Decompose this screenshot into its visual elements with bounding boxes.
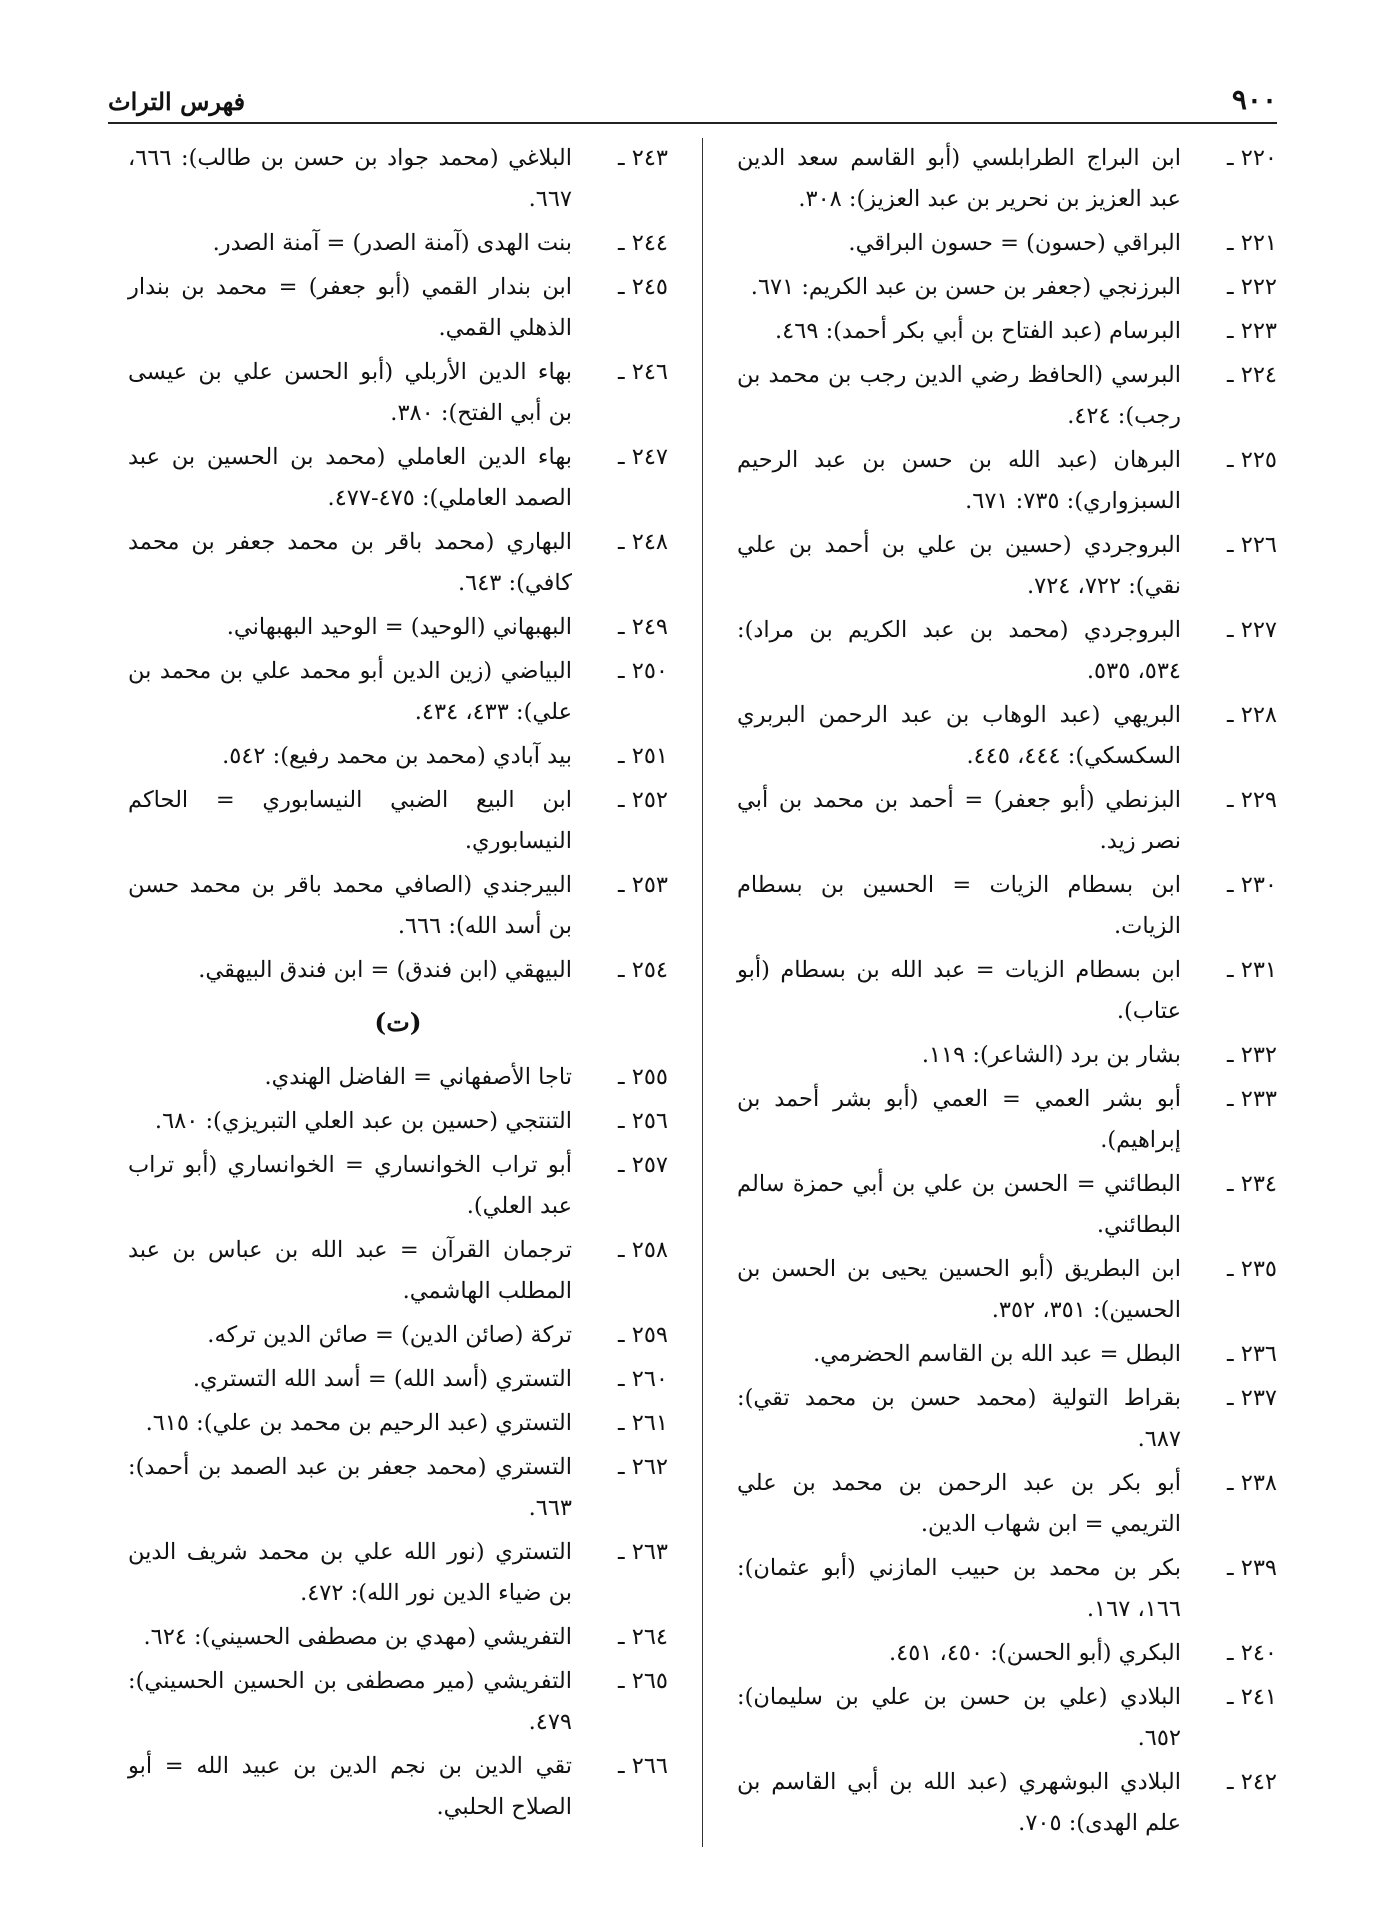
index-entry — [128, 267, 668, 349]
entry-text: ابن بندار القمي (أبو جعفر) = محمد بن بندار الذهلي القمي. — [128, 274, 572, 341]
entry-number: ٢٥٥ ـ — [617, 1064, 668, 1090]
entry-text: البيرجندي (الصافي محمد باقر بن محمد حسن بن أسد الله): ٦٦٦. — [128, 872, 572, 939]
page-header — [108, 74, 1277, 116]
entry-text: ابن البيع الضبي النيسابوري = الحاكم النيسابوري. — [128, 787, 572, 854]
index-entry — [737, 1378, 1277, 1460]
entry-number: ٢٣٢ ـ — [1226, 1042, 1277, 1068]
entry-text: بشار بن برد (الشاعر): ١١٩. — [921, 1042, 1181, 1068]
entry-text: البلادي (علي بن حسن بن علي بن سليمان): ٦٥٢. — [737, 1684, 1181, 1751]
entry-number: ٢٤٢ ـ — [1226, 1769, 1277, 1795]
entry-number: ٢٢٩ ـ — [1226, 787, 1277, 813]
index-entry — [128, 1447, 668, 1529]
entry-number: ٢٣٠ ـ — [1226, 872, 1277, 898]
page-number: ٩٠٠ — [1231, 83, 1277, 116]
index-entry — [737, 1762, 1277, 1844]
entry-number: ٢٥٧ ـ — [617, 1152, 668, 1178]
left-entries-ba — [128, 138, 668, 991]
entry-text: البهبهاني (الوحيد) = الوحيد البهبهاني. — [226, 614, 572, 640]
index-entry — [128, 1359, 668, 1400]
index-entry — [128, 1315, 668, 1356]
index-entry — [737, 525, 1277, 607]
entry-text: بقراط التولية (محمد حسن بن محمد تقي): ٦٨٧. — [737, 1385, 1181, 1452]
entry-text: بهاء الدين الأربلي (أبو الحسن علي بن عيسى بن أبي الفتح): ٣٨٠. — [128, 359, 572, 426]
entry-text: البيهقي (ابن فندق) = ابن فندق البيهقي. — [198, 957, 572, 983]
entry-text: ابن البراج الطرابلسي (أبو القاسم سعد الدين عبد العزيز بن نحرير بن عبد العزيز): ٣٠٨. — [737, 145, 1181, 212]
entry-number: ٢٣٣ ـ — [1226, 1086, 1277, 1112]
entry-text: التفريشي (مير مصطفى بن الحسين الحسيني): ٤٧٩. — [128, 1668, 572, 1735]
entry-number: ٢٢٠ ـ — [1226, 145, 1277, 171]
entry-number: ٢٦٢ ـ — [617, 1454, 668, 1480]
entry-text: البلادي البوشهري (عبد الله بن أبي القاسم بن علم الهدى): ٧٠٥. — [737, 1769, 1181, 1836]
running-title: فهرس التراث — [108, 87, 246, 116]
entry-text: ترجمان القرآن = عبد الله بن عباس بن عبد المطلب الهاشمي. — [128, 1237, 572, 1304]
index-entry — [737, 1164, 1277, 1246]
entry-text: التستري (عبد الرحيم بن محمد بن علي): ٦١٥. — [145, 1410, 572, 1436]
entry-number: ٢٤١ ـ — [1226, 1684, 1277, 1710]
entry-text: البريهي (عبد الوهاب بن عبد الرحمن البربري السكسكي): ٤٤٤، ٤٤٥. — [737, 702, 1181, 769]
entry-number: ٢٦٣ ـ — [617, 1539, 668, 1565]
index-entry — [128, 651, 668, 733]
index-entry — [737, 780, 1277, 862]
entry-number: ٢٥٦ ـ — [617, 1108, 668, 1134]
index-entry — [128, 780, 668, 862]
entry-text: البرسام (عبد الفتاح بن أبي بكر أحمد): ٤٦٩. — [775, 318, 1181, 344]
index-entry — [128, 1057, 668, 1098]
entry-text: البطل = عبد الله بن القاسم الحضرمي. — [813, 1341, 1181, 1367]
index-entry — [128, 1230, 668, 1312]
entry-text: التستري (نور الله علي بن محمد شريف الدين بن ضياء الدين نور الله): ٤٧٢. — [128, 1539, 572, 1606]
index-entry — [737, 950, 1277, 1032]
entry-text: التنتجي (حسين بن عبد العلي التبريزي): ٦٨٠. — [154, 1108, 572, 1134]
entry-text: البلاغي (محمد جواد بن حسن بن طالب): ٦٦٦، ٦٦٧. — [128, 145, 572, 212]
entry-number: ٢٦٦ ـ — [617, 1753, 668, 1779]
entry-text: التستري (أسد الله) = أسد الله التستري. — [192, 1366, 572, 1392]
section-heading-ta: (ت) — [374, 1008, 422, 1037]
entry-text: بهاء الدين العاملي (محمد بن الحسين بن عبد الصمد العاملي): ٤٧٥-٤٧٧. — [128, 444, 572, 511]
entry-number: ٢٣٤ ـ — [1226, 1171, 1277, 1197]
entry-number: ٢٢٤ ـ — [1226, 362, 1277, 388]
index-entry — [737, 1079, 1277, 1161]
entry-text: أبو تراب الخوانساري = الخوانساري (أبو تراب عبد العلي). — [128, 1152, 572, 1219]
header-rule — [108, 122, 1277, 124]
entry-number: ٢٢٨ ـ — [1226, 702, 1277, 728]
entry-number: ٢٢١ ـ — [1226, 230, 1277, 256]
entry-text: البرسي (الحافظ رضي الدين رجب بن محمد بن رجب): ٤٢٤. — [737, 362, 1181, 429]
index-entry — [737, 440, 1277, 522]
index-entry — [737, 610, 1277, 692]
entry-number: ٢٥٢ ـ — [617, 787, 668, 813]
entry-text: ابن بسطام الزيات = الحسين بن بسطام الزيات. — [737, 872, 1181, 939]
entry-text: البروجردي (محمد بن عبد الكريم بن مراد): ٥٣٤، ٥٣٥. — [737, 617, 1181, 684]
entry-number: ٢٣٩ ـ — [1226, 1555, 1277, 1581]
entry-number: ٢٥١ ـ — [617, 743, 668, 769]
entry-number: ٢٤٧ ـ — [617, 444, 668, 470]
entry-number: ٢٦٠ ـ — [617, 1366, 668, 1392]
index-entry — [128, 1746, 668, 1828]
index-entry — [128, 1661, 668, 1743]
entry-text: بيد آبادي (محمد بن محمد رفيع): ٥٤٢. — [222, 743, 572, 769]
entry-number: ٢٣١ ـ — [1226, 957, 1277, 983]
entry-number: ٢٦٥ ـ — [617, 1668, 668, 1694]
index-entry — [737, 1463, 1277, 1545]
entry-text: التفريشي (مهدي بن مصطفى الحسيني): ٦٢٤. — [143, 1624, 572, 1650]
index-entry — [128, 1617, 668, 1658]
index-entry — [737, 355, 1277, 437]
index-entry — [128, 522, 668, 604]
entry-text: تركة (صائن الدين) = صائن الدين تركه. — [207, 1322, 572, 1348]
index-entry — [737, 138, 1277, 220]
index-entry — [737, 865, 1277, 947]
index-entry — [128, 1101, 668, 1142]
entry-number: ٢٦١ ـ — [617, 1410, 668, 1436]
index-entry — [737, 267, 1277, 308]
entry-number: ٢٤٦ ـ — [617, 359, 668, 385]
index-entry — [737, 1249, 1277, 1331]
entry-number: ٢٥٨ ـ — [617, 1237, 668, 1263]
entry-number: ٢٢٧ ـ — [1226, 617, 1277, 643]
index-entry — [128, 352, 668, 434]
entry-number: ٢٣٥ ـ — [1226, 1256, 1277, 1282]
index-entry — [128, 1532, 668, 1614]
left-entries-ta — [128, 1057, 668, 1828]
entry-text: البرزنجي (جعفر بن حسن بن عبد الكريم: ٦٧١. — [750, 274, 1181, 300]
index-entry — [128, 1145, 668, 1227]
entry-text: البزنطي (أبو جعفر) = أحمد بن محمد بن أبي نصر زيد. — [737, 787, 1181, 854]
entry-text: تقي الدين بن نجم الدين بن عبيد الله = أبو الصلاح الحلبي. — [128, 1753, 572, 1820]
entry-number: ٢٤٥ ـ — [617, 274, 668, 300]
index-entry — [737, 1548, 1277, 1630]
index-entry — [128, 223, 668, 264]
entry-number: ٢٦٤ ـ — [617, 1624, 668, 1650]
index-entry — [737, 1633, 1277, 1674]
entry-number: ٢٣٦ ـ — [1226, 1341, 1277, 1367]
entry-text: ابن بسطام الزيات = عبد الله بن بسطام (أبو عتاب). — [737, 957, 1181, 1024]
left-column — [128, 138, 690, 1847]
entry-number: ٢٤٤ ـ — [617, 230, 668, 256]
entry-number: ٢٥٣ ـ — [617, 872, 668, 898]
index-entry — [737, 1677, 1277, 1759]
index-entry — [128, 950, 668, 991]
index-entry — [128, 138, 668, 220]
index-entry — [737, 695, 1277, 777]
entry-number: ٢٥٤ ـ — [617, 957, 668, 983]
entry-number: ٢٤٨ ـ — [617, 529, 668, 555]
column-divider — [702, 138, 703, 1847]
index-columns — [108, 138, 1277, 1847]
index-entry — [128, 437, 668, 519]
entry-text: بكر بن محمد بن حبيب المازني (أبو عثمان): ١٦٦، ١٦٧. — [737, 1555, 1181, 1622]
entry-number: ٢٣٧ ـ — [1226, 1385, 1277, 1411]
index-entry — [737, 1035, 1277, 1076]
entry-text: البراقي (حسون) = حسون البراقي. — [848, 230, 1181, 256]
index-entry — [128, 1403, 668, 1444]
entry-text: بنت الهدى (آمنة الصدر) = آمنة الصدر. — [212, 230, 572, 256]
entry-text: أبو بشر العمي = العمي (أبو بشر أحمد بن إبراهيم). — [737, 1086, 1181, 1153]
entry-number: ٢٢٦ ـ — [1226, 532, 1277, 558]
entry-number: ٢٢٣ ـ — [1226, 318, 1277, 344]
entry-text: تاجا الأصفهاني = الفاضل الهندي. — [264, 1064, 572, 1090]
index-entry — [128, 865, 668, 947]
entry-text: البياضي (زين الدين أبو محمد علي بن محمد بن علي): ٤٣٣، ٤٣٤. — [128, 658, 572, 725]
entry-text: البروجردي (حسين بن علي بن أحمد بن علي نقي): ٧٢٢، ٧٢٤. — [737, 532, 1181, 599]
entry-text: البهاري (محمد باقر بن محمد جعفر بن محمد كافي): ٦٤٣. — [128, 529, 572, 596]
entry-number: ٢٢٥ ـ — [1226, 447, 1277, 473]
index-entry — [737, 1334, 1277, 1375]
index-entry — [128, 607, 668, 648]
index-entry — [128, 736, 668, 777]
right-column — [715, 138, 1277, 1847]
index-entry — [737, 223, 1277, 264]
entry-number: ٢٥٠ ـ — [617, 658, 668, 684]
entry-text: البطائني = الحسن بن علي بن أبي حمزة سالم البطائني. — [737, 1171, 1181, 1238]
entry-text: ابن البطريق (أبو الحسين يحيى بن الحسن بن الحسين): ٣٥١، ٣٥٢. — [737, 1256, 1181, 1323]
entry-text: البرهان (عبد الله بن حسن بن عبد الرحيم السبزواري): ٧٣٥: ٦٧١. — [737, 447, 1181, 514]
entry-number: ٢٤٩ ـ — [617, 614, 668, 640]
entry-number: ٢٥٩ ـ — [617, 1322, 668, 1348]
index-entry — [737, 311, 1277, 352]
entry-number: ٢٤٠ ـ — [1226, 1640, 1277, 1666]
entry-text: البكري (أبو الحسن): ٤٥٠، ٤٥١. — [888, 1640, 1181, 1666]
entry-number: ٢٢٢ ـ — [1226, 274, 1277, 300]
entry-text: أبو بكر بن عبد الرحمن بن محمد بن علي التريمي = ابن شهاب الدين. — [737, 1470, 1181, 1537]
entry-text: التستري (محمد جعفر بن عبد الصمد بن أحمد): ٦٦٣. — [128, 1454, 572, 1521]
entry-number: ٢٤٣ ـ — [617, 145, 668, 171]
entry-number: ٢٣٨ ـ — [1226, 1470, 1277, 1496]
